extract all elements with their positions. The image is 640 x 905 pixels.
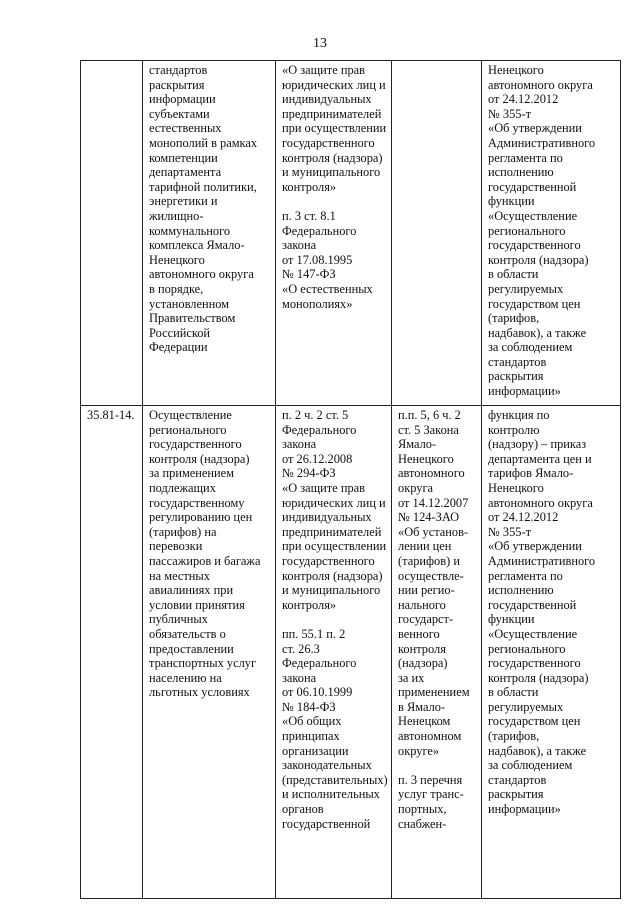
federal-law-text: п. 2 ч. 2 ст. 5 Федерального закона от 26.12.2008 № 294-ФЗ «О защите прав юридических лиц и индивидуальных предпринимателей при осуществлении государственного контроля (надзора) и муниципального контроля» пп. 55.1 п. 2 ст. 26.3 Федерального закона от 06.10.1999 № 184-ФЗ «Об общих принципах организации законодательных (представительных) и исполнительных органов государственной xyxy=(282,408,388,831)
legal-acts-cell xyxy=(482,61,621,406)
legal-acts-cell xyxy=(482,406,621,899)
regional-law-cell xyxy=(392,406,482,899)
legal-acts-text: функция по контролю (надзору) – приказ департамента цен и тарифов Ямало- Ненецкого автономного округа от 24.12.2012 № 355-т «Об утверждении Административного регламента по исполнению государственной функции «Осуществление регионального государственного контроля (надзора) в области регулируемых государством цен (тарифов, надбавок), а также за соблюдением стандартов раскрытия информации» xyxy=(488,408,596,817)
page-number: 13 xyxy=(313,36,327,51)
row-number-cell xyxy=(81,61,143,406)
regulation-table xyxy=(80,60,621,899)
table-row xyxy=(81,61,621,406)
regional-law-cell xyxy=(392,61,482,406)
federal-law-text: «О защите прав юридических лиц и индивидуальных предпринимателей при осуществлении государственного контроля (надзора) и муниципального контроля» п. 3 ст. 8.1 Федерального закона от 17.08.1995 № 147-ФЗ «О естественных монополиях» xyxy=(282,63,387,311)
legal-acts-text: Ненецкого автономного округа от 24.12.2012 № 355-т «Об утверждении Административного регламента по исполнению государственной функции «Осуществление регионального государственного контроля (надзора) в области регулируемых государством цен (тарифов, надбавок), а также за соблюдением стандартов раскрытия информации» xyxy=(488,63,596,399)
function-name-cell xyxy=(143,61,276,406)
function-name-cell xyxy=(143,406,276,899)
table-row xyxy=(81,406,621,899)
function-name: Осуществление регионального государственного контроля (надзора) за применением подлежащих государственному регулированию цен (тарифов) на перевозки пассажиров и багажа на местных авиалиниях при условии принятия публичных обязательств о предоставлении транспортных услуг населению на льготных условиях xyxy=(149,408,261,700)
regional-law-text: п.п. 5, 6 ч. 2 ст. 5 Закона Ямало- Ненецкого автономного округа от 14.12.2007 № 124-ЗАО «Об установ- лении цен (тарифов) и осуществле- нии регио- нального государст- венного контроля (надзора) за их применением в Ямало- Ненецком автономном округе» п. 3 перечня услуг транс- портных, снабжен- xyxy=(398,408,470,831)
row-number-cell xyxy=(81,406,143,899)
function-name: стандартов раскрытия информации субъектами естественных монополий в рамках компетенции департамента тарифной политики, энергетики и жилищно- коммунального комплекса Ямало- Ненецкого автономного округа в порядке, установленном Правительством Российской Федерации xyxy=(149,63,258,355)
federal-law-cell xyxy=(276,61,392,406)
row-number: 35.81-14. xyxy=(87,408,135,422)
federal-law-cell xyxy=(276,406,392,899)
